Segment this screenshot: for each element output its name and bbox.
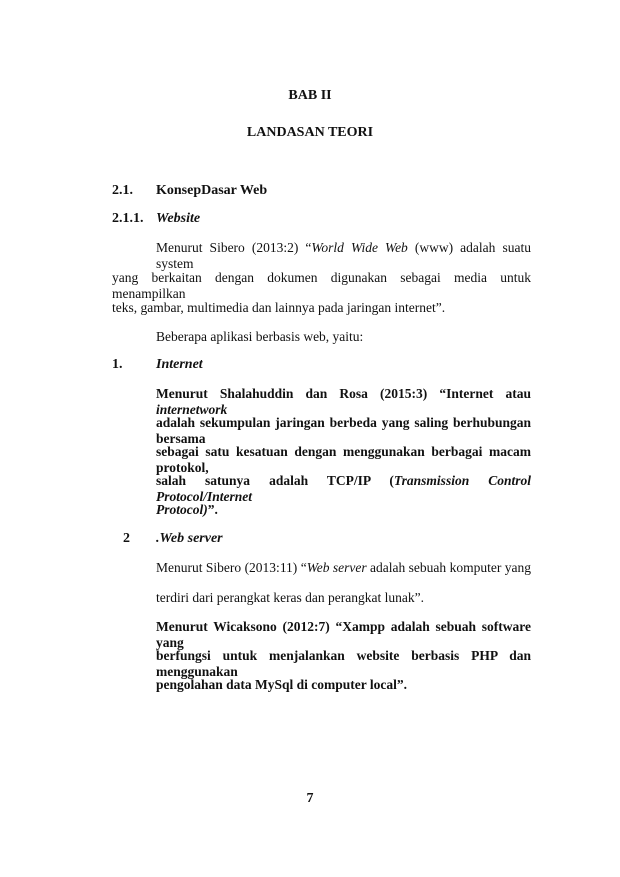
page-number: 7 [306, 791, 314, 806]
section-2-1-title: KonsepDasar Web [156, 183, 268, 198]
item2-p2-line2: berfungsi untuk menjalankan website berbasis PHP dan menggunakan [156, 648, 531, 679]
para1-line2: yang berkaitan dengan dokumen digunakan sebagai media untuk menampilkan [112, 270, 531, 301]
item2-p2-line1: Menurut Wicaksono (2012:7) “Xampp adalah sebuah software yang [156, 619, 531, 650]
para1-line3: teks, gambar, multimedia dan lainnya pada jaringan internet”. [112, 300, 446, 315]
item1-line5: Protocol)”. [156, 502, 218, 517]
item2-number: 2 [123, 531, 130, 546]
item1-line4: salah satunya adalah TCP/IP (Transmission Control Protocol/Internet [156, 473, 531, 504]
item1-line3: sebagai satu kesatuan dengan menggunakan berbagai macam protokol, [156, 444, 531, 475]
section-2-1-1-number: 2.1.1. [112, 211, 144, 226]
para1-line1: Menurut Sibero (2013:2) “World Wide Web (www) adalah suatu system [156, 240, 531, 271]
item1-title: Internet [156, 357, 203, 372]
item1-number: 1. [112, 357, 123, 372]
chapter-title: LANDASAN TEORI [246, 125, 374, 140]
chapter-number: BAB II [288, 88, 332, 103]
item2-p1-line2: terdiri dari perangkat keras dan perangkat lunak”. [156, 590, 425, 605]
item2-p2-line3: pengolahan data MySql di computer local”. [156, 677, 408, 692]
item1-line1: Menurut Shalahuddin dan Rosa (2015:3) “Internet atau internetwork [156, 386, 531, 417]
para2: Beberapa aplikasi berbasis web, yaitu: [156, 329, 364, 344]
section-2-1-1-title: Website [156, 211, 201, 226]
item2-title: .Web server [156, 531, 223, 546]
item2-p1-line1: Menurut Sibero (2013:11) “Web server adalah sebuah komputer yang [156, 560, 531, 575]
item1-line2: adalah sekumpulan jaringan berbeda yang saling berhubungan bersama [156, 415, 531, 446]
section-2-1-number: 2.1. [112, 183, 133, 198]
